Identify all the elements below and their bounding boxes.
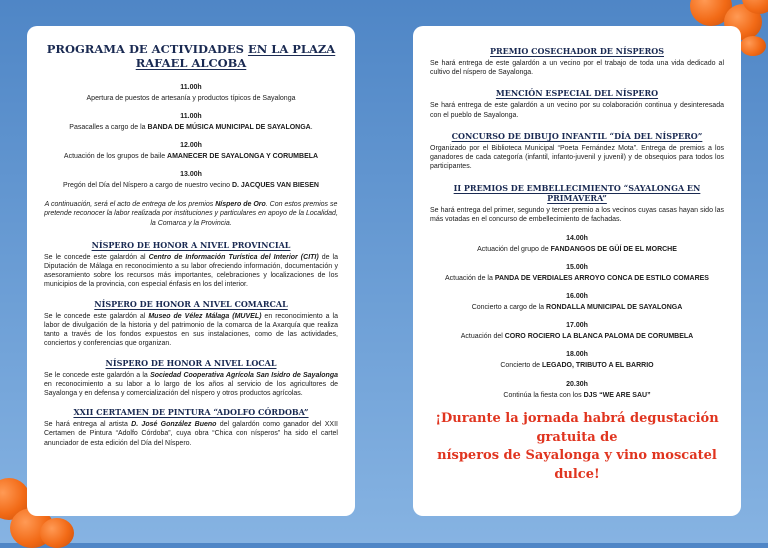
- award-description-text: en reconocimiento a su labor a lo largo de los años al servicio de los agricultores de Sayalonga y en defensa y comercialización del níspero y otros productos agrícolas.: [44, 380, 338, 397]
- schedule-event: [430, 245, 724, 254]
- award-title: CONCURSO DE DIBUJO INFANTIL “DÍA DEL NÍSPERO”: [451, 130, 703, 141]
- schedule-event-performer: FANDANGOS DE GÜÍ DE EL MORCHE: [550, 246, 677, 254]
- schedule-event-text: Pregón del Día del Níspero a cargo de nuestro vecino: [63, 182, 232, 190]
- schedule-event: [430, 303, 724, 312]
- schedule-event-text: Actuación del grupo de: [477, 246, 551, 254]
- schedule-event-text: Actuación de la: [445, 275, 495, 283]
- schedule-event-performer: LEGADO, TRIBUTO A EL BARRIO: [542, 362, 654, 370]
- schedule-event-performer: AMANECER DE SAYALONGA Y CORUMBELA: [167, 153, 319, 161]
- award-description: [44, 371, 338, 399]
- afternoon-schedule: [430, 235, 724, 400]
- award-description-text: Se le concede este galardón a la: [44, 371, 151, 379]
- program-panel-left: [27, 26, 355, 516]
- program-title: [44, 42, 338, 70]
- award-item: [430, 183, 724, 224]
- award-description-text: Se le concede este galardón al: [44, 312, 149, 320]
- award-item: [430, 46, 724, 77]
- schedule-time: 20.30h: [566, 380, 588, 388]
- schedule-item: [430, 293, 724, 312]
- schedule-event-performer: DJS “WE ARE SAU”: [583, 391, 651, 399]
- schedule-time: 11.00h: [180, 113, 202, 121]
- award-title: MENCIÓN ESPECIAL DEL NÍSPERO: [495, 88, 659, 99]
- schedule-time: 14.00h: [566, 235, 588, 243]
- schedule-event: [430, 361, 724, 370]
- schedule-item: [430, 322, 724, 341]
- award-description: Organizado por el Biblioteca Municipal “Poeta Fernández Mota”. Entrega de premios a los ganadores de cada categoría (infantil, infanto-juvenil y juvenil) y de obsequios para todos los participantes.: [430, 144, 724, 171]
- schedule-event: [430, 391, 724, 400]
- program-title-location: EN LA PLAZA RAFAEL ALCOBA: [135, 42, 336, 70]
- award-description-text: Se le concede este galardón al: [44, 253, 149, 261]
- award-description-text: del galardón como ganador del XXII Certamen de Pintura “Adolfo Córdoba”, cuya obra “Chica con nísperos” ha sido el cartel anunciador de esta edición del Día del Níspero.: [44, 421, 338, 447]
- award-item: [430, 131, 724, 172]
- tasting-announcement: [430, 410, 724, 485]
- schedule-time: 13.00h: [180, 171, 202, 179]
- schedule-event-performer: PANDA DE VERDIALES ARROYO CONCA DE ESTILO COMARES: [494, 275, 709, 283]
- tasting-announcement-line2: nísperos de Sayalonga y vino moscatel dulce!: [437, 448, 717, 483]
- schedule-event-text: Concierto de: [500, 362, 542, 370]
- schedule-time: 17.00h: [566, 322, 588, 330]
- morning-schedule: [44, 84, 338, 190]
- award-item: [44, 240, 338, 290]
- schedule-event: [44, 94, 338, 103]
- award-description-text: de la Diputación de Málaga en reconocimiento a su labor ofreciendo información, documentación y asesoramiento sobre los recursos más importantes, celebraciones y localizaciones de los municipios de la provincia, con especial énfasis en los del interior.: [44, 253, 338, 289]
- award-recipient: Sociedad Cooperativa Agrícola San Isidro de Sayalonga: [150, 371, 339, 379]
- award-description: [44, 312, 338, 349]
- schedule-time: 11.00h: [180, 84, 202, 91]
- award-title: NÍSPERO DE HONOR A NIVEL COMARCAL: [94, 298, 288, 309]
- award-item: [44, 407, 338, 448]
- schedule-item: [430, 381, 724, 400]
- honor-awards-list: [44, 240, 338, 448]
- schedule-event-performer: D. JACQUES VAN BIESEN: [231, 182, 319, 190]
- schedule-event-text: Pasacalles a cargo de la: [69, 124, 148, 132]
- schedule-event-suffix: .: [310, 124, 313, 132]
- schedule-event: [44, 181, 338, 190]
- schedule-item: [44, 113, 338, 132]
- award-description: [44, 420, 338, 448]
- schedule-time: 18.00h: [566, 351, 588, 359]
- tasting-announcement-line1: ¡Durante la jornada habrá degustación gratuita de: [435, 410, 719, 445]
- award-title: NÍSPERO DE HONOR A NIVEL LOCAL: [105, 357, 277, 368]
- schedule-item: [430, 235, 724, 254]
- awards-intro-note: A continuación, será el acto de entrega de los premios Níspero de Oro. Con estos premios se pretende reconocer la labor realizada por instituciones y particulares en apoyo de la Localidad, la Comarca y la Provincia.: [44, 201, 338, 227]
- schedule-event-text: Actuación del: [460, 333, 505, 341]
- schedule-event-text: Continúa la fiesta con los: [503, 391, 584, 399]
- schedule-item: [430, 351, 724, 370]
- schedule-event: [44, 152, 338, 161]
- award-recipient: Museo de Vélez Málaga (MUVEL): [148, 312, 262, 320]
- other-awards-list: [430, 46, 724, 224]
- program-panel-right: [413, 26, 741, 516]
- schedule-item: [44, 142, 338, 161]
- loquat-decoration-top-right: [740, 36, 766, 56]
- schedule-event-text: Concierto a cargo de la: [471, 304, 547, 312]
- schedule-time: 15.00h: [566, 264, 588, 272]
- schedule-item: [430, 264, 724, 283]
- schedule-event: [430, 332, 724, 341]
- schedule-event-text: Apertura de puestos de artesanía y productos típicos de Sayalonga: [86, 95, 296, 102]
- award-recipient: Centro de Información Turística del Interior (CITI): [148, 253, 319, 261]
- schedule-event: [44, 123, 338, 132]
- award-title: PREMIO COSECHADOR DE NÍSPEROS: [490, 46, 664, 56]
- award-title: II PREMIOS DE EMBELLECIMIENTO “SAYALONGA EN PRIMAVERA”: [453, 182, 701, 203]
- award-recipient: D. José González Bueno: [131, 421, 217, 429]
- award-description-text: Se hará entrega al artista: [44, 421, 132, 429]
- schedule-item: [44, 84, 338, 103]
- schedule-time: 12.00h: [180, 142, 202, 150]
- loquat-decoration-bottom-left: [40, 518, 74, 548]
- award-title: XXII CERTAMEN DE PINTURA “ADOLFO CÓRDOBA”: [73, 407, 309, 418]
- schedule-event-performer: RONDALLA MUNICIPAL DE SAYALONGA: [546, 304, 683, 312]
- award-description: Se hará entrega de este galardón a un vecino por su colaboración continua y desinteresada con el pueblo de Sayalonga.: [430, 102, 724, 119]
- award-description: Se hará entrega de este galardón a un vecino por el trabajo de toda una vida dedicado al cultivo del níspero de Sayalonga.: [430, 60, 724, 77]
- schedule-item: [44, 171, 338, 190]
- schedule-event: [430, 274, 724, 283]
- schedule-event-performer: CORO ROCIERO LA BLANCA PALOMA DE CORUMBELA: [504, 333, 694, 341]
- award-title: NÍSPERO DE HONOR A NIVEL PROVINCIAL: [91, 239, 291, 250]
- award-item: [44, 299, 338, 349]
- schedule-event-text: Actuación de los grupos de baile: [63, 153, 168, 161]
- award-item: [430, 88, 724, 119]
- award-description: Se hará entrega del primer, segundo y tercer premio a los vecinos cuyas casas hayan sido las más votadas en el concurso de embellecimiento de fachadas.: [430, 206, 724, 223]
- award-description-text: en reconocimiento a la labor de divulgación de la historia y del patrimonio de la comarca de la Axarquía que realiza tanto a través de los fondos expuestos en sus instalaciones, como de las actividades, conciertos y conferencias que organizan.: [44, 312, 338, 348]
- schedule-event-performer: BANDA DE MÚSICA MUNICIPAL DE SAYALONGA: [147, 124, 311, 132]
- schedule-time: 16.00h: [566, 293, 588, 301]
- program-title-prefix: PROGRAMA DE ACTIVIDADES: [46, 42, 248, 56]
- award-item: [44, 358, 338, 399]
- award-description: [44, 253, 338, 290]
